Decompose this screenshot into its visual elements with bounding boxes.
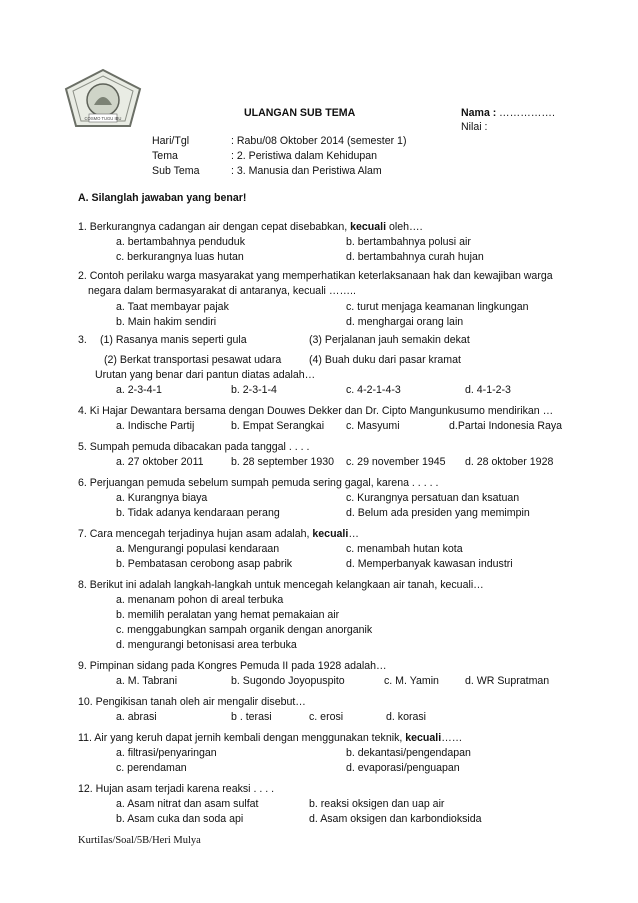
question-3-number: 3. (78, 334, 87, 346)
q9-option-c[interactable]: c. M. Yamin (384, 675, 439, 687)
q12-option-b2[interactable]: b. Asam cuka dan soda api (116, 813, 244, 825)
q1-option-d[interactable]: d. bertambahnya curah hujan (346, 251, 484, 263)
q8-option-d[interactable]: d. mengurangi betonisasi area terbuka (116, 639, 297, 651)
info-label-hari: Hari/Tgl (152, 135, 190, 147)
q3-item-3: (3) Perjalanan jauh semakin dekat (309, 334, 470, 346)
question-5: 5. Sumpah pemuda dibacakan pada tanggal . . . . (78, 441, 310, 453)
q8-option-a[interactable]: a. menanam pohon di areal terbuka (116, 594, 284, 606)
section-title: A. Silanglah jawaban yang benar! (78, 192, 247, 204)
question-2-line2: negara dalam bermasyarakat di antaranya, kecuali …….. (88, 285, 356, 297)
q3-option-b[interactable]: b. 2-3-1-4 (231, 384, 277, 396)
info-value-tema: : 2. Peristiwa dalam Kehidupan (231, 150, 378, 162)
q9-option-d[interactable]: d. WR Supratman (465, 675, 550, 687)
q11-option-c[interactable]: c. perendaman (116, 762, 187, 774)
question-4: 4. Ki Hajar Dewantara bersama dengan Douwes Dekker dan Dr. Cipto Mangunkusumo mendirikan … (78, 405, 554, 417)
info-label-tema: Tema (152, 150, 178, 162)
q3-item-2: (2) Berkat transportasi pesawat udara (104, 354, 282, 366)
q11-option-a[interactable]: a. filtrasi/penyaringan (116, 747, 217, 759)
footer-text: KurtiIas/Soal/5B/Heri Mulya (78, 835, 201, 846)
q8-option-b[interactable]: b. memilih peralatan yang hemat pemakaian air (116, 609, 340, 621)
q10-option-d[interactable]: d. korasi (386, 711, 427, 723)
q12-option-a[interactable]: a. Asam nitrat dan asam sulfat (116, 798, 259, 810)
question-6: 6. Perjuangan pemuda sebelum sumpah pemuda sering gagal, karena . . . . . (78, 477, 439, 489)
q9-option-b[interactable]: b. Sugondo Joyopuspito (231, 675, 345, 687)
nama-label: Nama : (461, 107, 497, 119)
q7-option-d[interactable]: d. Memperbanyak kawasan industri (346, 558, 513, 570)
q2-option-b[interactable]: b. Main hakim sendiri (116, 316, 217, 328)
question-10: 10. Pengikisan tanah oleh air mengalir disebut… (78, 696, 306, 708)
q2-option-a[interactable]: a. Taat membayar pajak (116, 301, 229, 313)
q3-option-a[interactable]: a. 2-3-4-1 (116, 384, 162, 396)
exam-title: ULANGAN SUB TEMA (244, 107, 356, 119)
nama-value: ……………. (499, 107, 555, 119)
q10-option-b[interactable]: b . terasi (231, 711, 272, 723)
q9-option-a[interactable]: a. M. Tabrani (116, 675, 178, 687)
nilai-label: Nilai : (461, 121, 488, 133)
q5-option-d[interactable]: d. 28 oktober 1928 (465, 456, 554, 468)
q3-item-1: (1) Rasanya manis seperti gula (100, 334, 247, 346)
question-7: 7. Cara mencegah terjadinya hujan asam adalah, kecuali… (78, 528, 359, 540)
q8-option-c[interactable]: c. menggabungkan sampah organik dengan anorganik (116, 624, 373, 636)
q6-option-b[interactable]: b. Tidak adanya kendaraan perang (116, 507, 280, 519)
q3-option-d[interactable]: d. 4-1-2-3 (465, 384, 511, 396)
q12-option-b[interactable]: b. reaksi oksigen dan uap air (309, 798, 445, 810)
question-9: 9. Pimpinan sidang pada Kongres Pemuda II pada 1928 adalah… (78, 660, 387, 672)
q4-option-c[interactable]: c. Masyumi (346, 420, 400, 432)
q1-option-c[interactable]: c. berkurangnya luas hutan (116, 251, 244, 263)
info-value-hari: : Rabu/08 Oktober 2014 (semester 1) (231, 135, 407, 147)
q1-option-a[interactable]: a. bertambahnya penduduk (116, 236, 245, 248)
question-1: 1. Berkurangnya cadangan air dengan cepat disebabkan, kecuali oleh…. (78, 221, 423, 233)
q6-option-a[interactable]: a. Kurangnya biaya (116, 492, 208, 504)
q3-option-c[interactable]: c. 4-2-1-4-3 (346, 384, 401, 396)
q2-option-c[interactable]: c. turut menjaga keamanan lingkungan (346, 301, 529, 313)
q6-option-d[interactable]: d. Belum ada presiden yang memimpin (346, 507, 530, 519)
q10-option-c[interactable]: c. erosi (309, 711, 344, 723)
info-value-subtema: : 3. Manusia dan Peristiwa Alam (231, 165, 382, 177)
q4-option-b[interactable]: b. Empat Serangkai (231, 420, 325, 432)
q3-item-4: (4) Buah duku dari pasar kramat (309, 354, 461, 366)
question-11: 11. Air yang keruh dapat jernih kembali dengan menggunakan teknik, kecuali…… (78, 732, 463, 744)
q11-option-d[interactable]: d. evaporasi/penguapan (346, 762, 460, 774)
q10-option-a[interactable]: a. abrasi (116, 711, 157, 723)
q11-option-b[interactable]: b. dekantasi/pengendapan (346, 747, 471, 759)
q12-option-d[interactable]: d. Asam oksigen dan karbondioksida (309, 813, 482, 825)
q3-instruction: Urutan yang benar dari pantun diatas adalah… (95, 369, 316, 381)
question-8: 8. Berikut ini adalah langkah-langkah untuk mencegah kelangkaan air tanah, kecuali… (78, 579, 484, 591)
school-logo (63, 67, 143, 130)
logo-text: COSMO TUGU IBU (84, 116, 122, 121)
q6-option-c[interactable]: c. Kurangnya persatuan dan ksatuan (346, 492, 520, 504)
q4-option-d[interactable]: d.Partai Indonesia Raya (449, 420, 563, 432)
question-12: 12. Hujan asam terjadi karena reaksi . . . . (78, 783, 275, 795)
q5-option-c[interactable]: c. 29 november 1945 (346, 456, 446, 468)
q5-option-a[interactable]: a. 27 oktober 2011 (116, 456, 204, 468)
question-2-line1: 2. Contoh perilaku warga masyarakat yang memperhatikan keterlaksanaan hak dan kewajiban warga (78, 270, 553, 282)
q2-option-d[interactable]: d. menghargai orang lain (346, 316, 464, 328)
q4-option-a[interactable]: a. Indische Partij (116, 420, 195, 432)
q7-option-a[interactable]: a. Mengurangi populasi kendaraan (116, 543, 280, 555)
q7-option-c[interactable]: c. menambah hutan kota (346, 543, 463, 555)
q1-option-b[interactable]: b. bertambahnya polusi air (346, 236, 471, 248)
q7-option-b[interactable]: b. Pembatasan cerobong asap pabrik (116, 558, 293, 570)
info-label-subtema: Sub Tema (152, 165, 200, 177)
q5-option-b[interactable]: b. 28 september 1930 (231, 456, 335, 468)
